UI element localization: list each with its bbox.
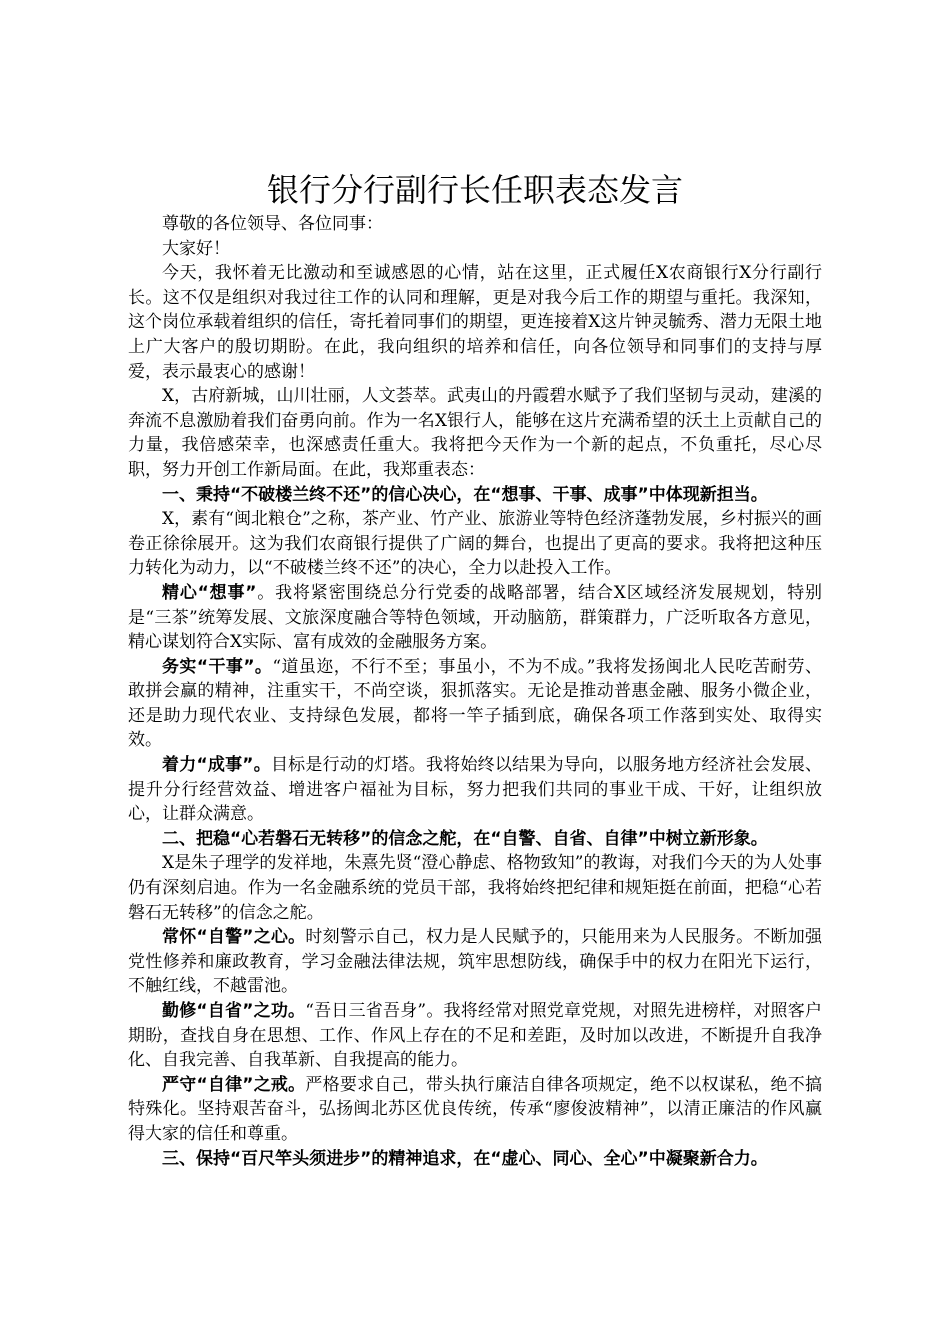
intro-paragraph-1: 今天，我怀着无比激动和至诚感恩的心情，站在这里，正式履任X农商银行X分行副行长。这不仅是组织对我过往工作的认同和理解，更是对我今后工作的期望与重托。我深知，这个岗位承载着组织的信任，寄托着同事们的期望，更连接着X这片钟灵毓秀、潜力无限土地上广大客户的殷切期盼。在此，我向组织的培养和信任，向各位领导和同事们的支持与厚爱，表示最衷心的感谢！ [128,263,822,382]
section-3-heading: 三、保持“百尺竿头须进步”的精神追求，在“虚心、同心、全心”中凝聚新合力。 [162,1148,768,1169]
item-lead: 勤修“自省”之功。 [162,1001,306,1021]
section-2-body: X是朱子理学的发祥地，朱熹先贤“澄心静虑、格物致知”的教诲，对我们今天的为人处事仍有深刻启迪。作为一名金融系统的党员干部，我将始终把纪律和规矩挺在前面，把稳“心若磐石无转移”的信念之舵。 [128,853,822,923]
section-1-item-3 [128,753,822,827]
section-1-item-1 [128,581,822,655]
item-text: “道虽迩，不行不至；事虽小，不为不成。”我将发扬闽北人民吃苦耐劳、敢拼会赢的精神，注重实干，不尚空谈，狠抓落实。无论是推动普惠金融、服务小微企业，还是助力现代农业、支持绿色发展，都将一竿子插到底，确保各项工作落到实处、取得实效。 [128,656,822,751]
document-page [128,168,822,1171]
greeting: 尊敬的各位领导、各位同事： [162,214,383,234]
section-2-heading: 二、把稳“心若磐石无转移”的信念之舵，在“自警、自省、自律”中树立新形象。 [162,828,768,849]
section-1-heading: 一、秉持“不破楼兰终不还”的信心决心，在“想事、干事、成事”中体现新担当。 [162,484,768,505]
item-text: 目标是行动的灯塔。我将始终以结果为导向，以服务地方经济社会发展、提升分行经营效益、增进客户福祉为目标，努力把我们共同的事业干成、干好，让组织放心，让群众满意。 [128,755,822,825]
section-2-item-2 [128,999,822,1073]
item-text: 。我将紧密围绕总分行党委的战略部署，结合X区域经济发展规划，特别是“三茶”统筹发展、文旅深度融合等特色领域，开动脑筋，群策群力，广泛听取各方意见，精心谋划符合X实际、富有成效的金融服务方案。 [128,582,822,653]
item-lead: 严守“自律”之戒。 [162,1074,306,1095]
section-2-item-3 [128,1073,822,1147]
item-lead: 务实“干事”。 [162,656,273,677]
section-2-item-1 [128,925,822,999]
section-1-body: X，素有“闽北粮仓”之称，茶产业、竹产业、旅游业等特色经济蓬勃发展，乡村振兴的画卷正徐徐展开。这为我们农商银行提供了广阔的舞台，也提出了更高的要求。我将把这种压力转化为动力，以“不破楼兰终不还”的决心，全力以赴投入工作。 [128,509,822,579]
item-lead: 常怀“自警”之心。 [162,927,306,948]
item-text: 时刻警示自己，权力是人民赋予的，只能用来为人民服务。不断加强党性修养和廉政教育，学习金融法律法规，筑牢思想防线，确保手中的权力在阳光下运行，不触红线，不越雷池。 [128,927,822,997]
intro-paragraph-2: X，古府新城，山川壮丽，人文荟萃。武夷山的丹霞碧水赋予了我们坚韧与灵动，建溪的奔流不息激励着我们奋勇向前。作为一名X银行人，能够在这片充满希望的沃土上贡献自己的力量，我倍感荣幸，也深感责任重大。我将把今天作为一个新的起点，不负重托，尽心尽职，努力开创工作新局面。在此，我郑重表态： [128,386,822,480]
item-text: 严格要求自己，带头执行廉洁自律各项规定，绝不以权谋私，绝不搞特殊化。坚持艰苦奋斗，弘扬闽北苏区优良传统，传承“廖俊波精神”，以清正廉洁的作风赢得大家的信任和尊重。 [128,1074,822,1144]
section-1-item-2 [128,655,822,753]
item-lead: 着力“成事”。 [162,755,271,776]
document-title: 银行分行副行长任职表态发言 [266,171,683,209]
item-text: “吾日三省吾身”。我将经常对照党章党规，对照先进榜样，对照客户期盼，查找自身在思想、工作、作风上存在的不足和差距，及时加以改进，不断提升自我净化、自我完善、自我革新、自我提高的能力。 [128,1001,822,1071]
item-lead: 精心“想事” [162,582,257,603]
hello: 大家好！ [162,238,230,259]
